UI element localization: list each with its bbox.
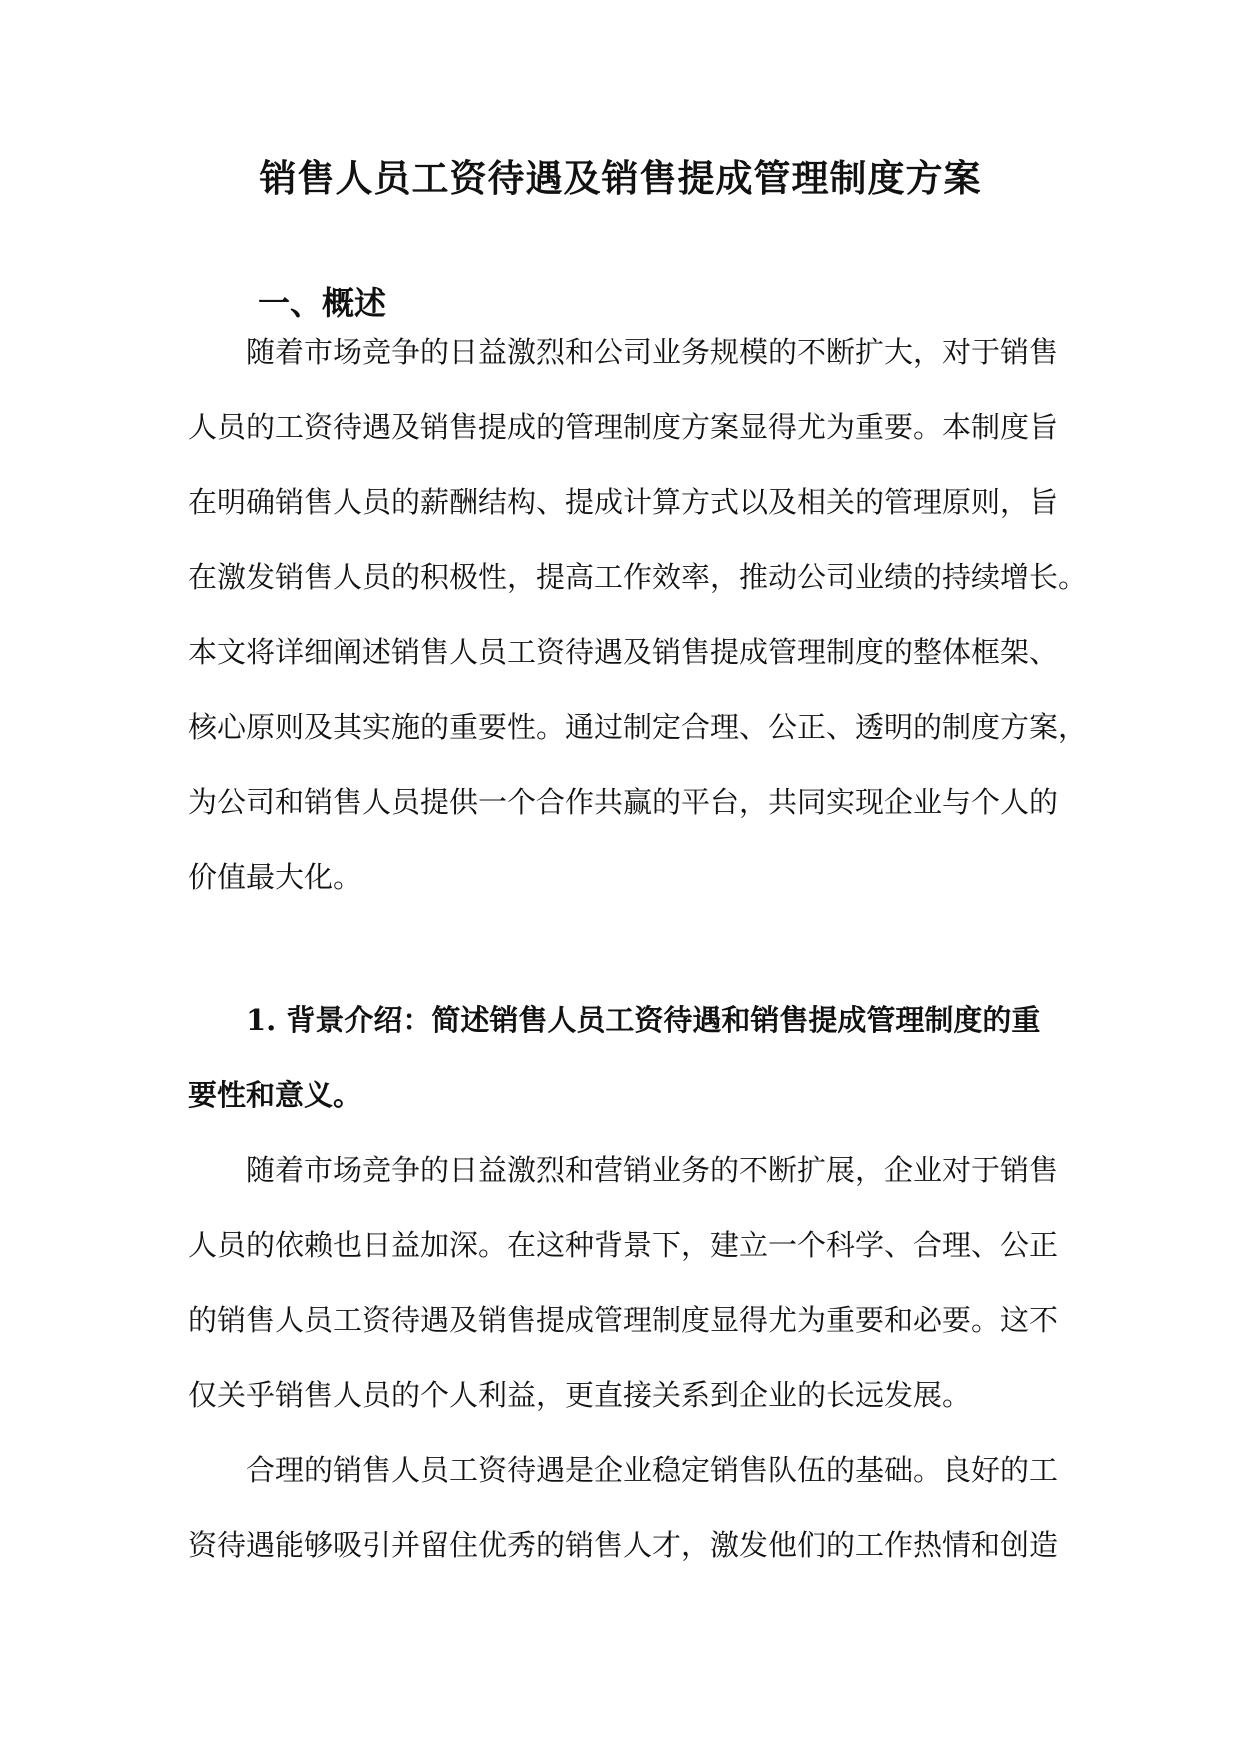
document-title: 销售人员工资待遇及销售提成管理制度方案 <box>259 156 982 200</box>
intro-line: 在明确销售人员的薪酬结构、提成计算方式以及相关的管理原则，旨 <box>188 485 1059 519</box>
background-line: 合理的销售人员工资待遇是企业稳定销售队伍的基础。良好的工 <box>246 1453 1059 1487</box>
intro-line: 人员的工资待遇及销售提成的管理制度方案显得尤为重要。本制度旨 <box>188 410 1059 444</box>
background-line: 的销售人员工资待遇及销售提成管理制度显得尤为重要和必要。这不 <box>188 1303 1059 1337</box>
intro-line: 为公司和销售人员提供一个合作共赢的平台，共同实现企业与个人的 <box>188 785 1059 819</box>
background-line: 资待遇能够吸引并留住优秀的销售人才，激发他们的工作热情和创造 <box>188 1528 1059 1562</box>
section-heading-overview: 一、概述 <box>258 284 387 322</box>
intro-line: 随着市场竞争的日益激烈和公司业务规模的不断扩大，对于销售 <box>246 335 1059 369</box>
intro-line: 在激发销售人员的积极性，提高工作效率，推动公司业绩的持续增长。 <box>188 560 1088 594</box>
intro-line: 本文将详细阐述销售人员工资待遇及销售提成管理制度的整体框架、 <box>188 635 1059 669</box>
subheading-line: 要性和意义。 <box>188 1078 363 1112</box>
background-line: 仅关乎销售人员的个人利益，更直接关系到企业的长远发展。 <box>188 1378 972 1412</box>
background-line: 随着市场竞争的日益激烈和营销业务的不断扩展，企业对于销售 <box>246 1153 1059 1187</box>
subheading-line: 1. 背景介绍：简述销售人员工资待遇和销售提成管理制度的重 <box>246 1003 1041 1037</box>
background-line: 人员的依赖也日益加深。在这种背景下，建立一个科学、合理、公正 <box>188 1228 1059 1262</box>
intro-line: 核心原则及其实施的重要性。通过制定合理、公正、透明的制度方案， <box>188 710 1088 744</box>
intro-line: 价值最大化。 <box>188 860 363 894</box>
